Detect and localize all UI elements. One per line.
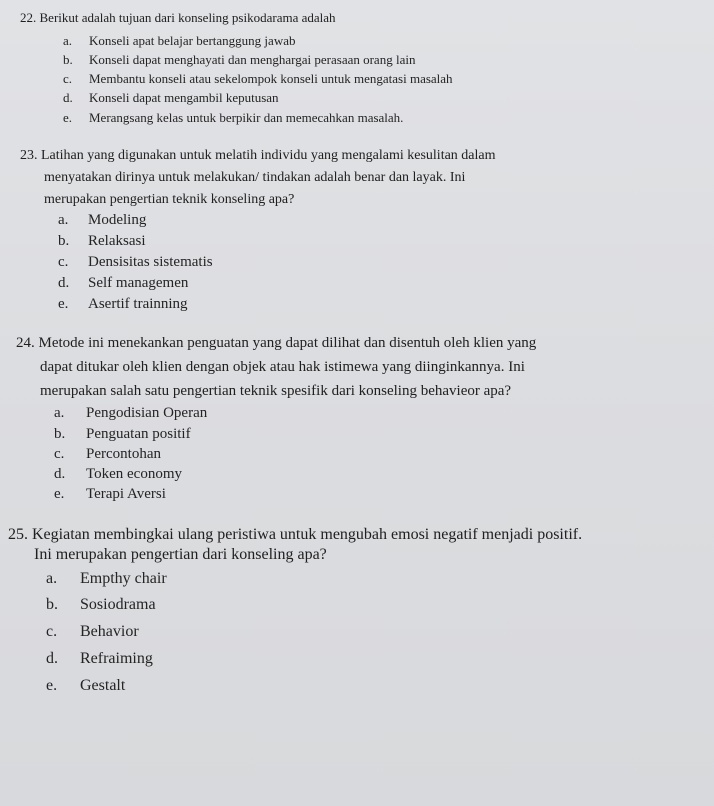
question-stem-line: merupakan salah satu pengertian teknik spesifik dari konseling behavieor apa? xyxy=(40,383,512,399)
question-stem xyxy=(20,10,336,26)
option-text: Relaksasi xyxy=(88,233,146,249)
option-letter: c. xyxy=(54,446,65,462)
option-text: Gestalt xyxy=(80,677,126,694)
option-letter: b. xyxy=(63,52,73,67)
option-d xyxy=(46,650,153,668)
option-text: Modeling xyxy=(88,212,147,228)
option-c xyxy=(54,446,161,463)
option-letter: a. xyxy=(63,33,73,48)
option-a xyxy=(46,570,167,588)
option-letter: a. xyxy=(46,570,58,587)
option-text: Konseli dapat mengambil keputusan xyxy=(89,90,279,105)
option-c xyxy=(58,254,213,271)
option-text: Konseli dapat menghayati dan menghargai perasaan orang lain xyxy=(89,52,416,67)
option-letter: d. xyxy=(54,466,66,482)
option-text: Self managemen xyxy=(88,275,189,291)
question-number: 24. xyxy=(16,335,35,351)
option-letter: e. xyxy=(58,296,69,312)
option-letter: d. xyxy=(58,275,70,291)
question-stem-line: Metode ini menekankan penguatan yang dapat dilihat dan disentuh oleh klien yang xyxy=(38,335,537,351)
question-number: 23. xyxy=(20,148,38,163)
option-c xyxy=(46,623,139,641)
option-letter: c. xyxy=(63,71,73,86)
question-stem-line: Berikut adalah tujuan dari konseling psikodarama adalah xyxy=(39,10,336,25)
option-b xyxy=(58,233,146,250)
option-text: Token economy xyxy=(86,466,183,482)
option-text: Merangsang kelas untuk berpikir dan memecahkan masalah. xyxy=(89,110,404,125)
question-stem xyxy=(16,335,536,352)
option-text: Densisitas sistematis xyxy=(88,254,213,270)
option-b xyxy=(46,596,156,614)
option-a xyxy=(54,405,207,422)
option-a xyxy=(63,33,295,49)
option-d xyxy=(58,275,188,292)
option-text: Empthy chair xyxy=(80,570,167,587)
option-d xyxy=(54,466,182,483)
option-text: Percontohan xyxy=(86,446,161,462)
option-text: Membantu konseli atau sekelompok konseli untuk mengatasi masalah xyxy=(89,71,453,86)
option-b xyxy=(54,426,191,443)
question-stem-line: Kegiatan membingkai ulang peristiwa untuk mengubah emosi negatif menjadi positif. xyxy=(32,526,583,543)
option-a xyxy=(58,212,146,229)
option-text: Penguatan positif xyxy=(86,426,191,442)
option-letter: a. xyxy=(54,405,65,421)
option-text: Refraiming xyxy=(80,650,153,667)
option-b xyxy=(63,52,415,68)
option-letter: b. xyxy=(58,233,70,249)
option-letter: c. xyxy=(46,623,58,640)
option-text: Asertif trainning xyxy=(88,296,188,312)
option-e xyxy=(58,296,188,313)
option-letter: c. xyxy=(58,254,69,270)
question-stem-line: menyatakan dirinya untuk melakukan/ tindakan adalah benar dan layak. Ini xyxy=(44,170,466,185)
question-stem xyxy=(8,526,582,544)
option-letter: d. xyxy=(46,650,58,667)
question-number: 25. xyxy=(8,526,28,543)
question-stem-line: dapat ditukar oleh klien dengan objek atau hak istimewa yang diinginkannya. Ini xyxy=(40,359,525,375)
question-number: 22. xyxy=(20,10,37,25)
option-d xyxy=(63,90,279,106)
option-e xyxy=(46,677,125,695)
option-letter: b. xyxy=(46,596,58,613)
option-letter: b. xyxy=(54,426,66,442)
question-stem-line: Ini merupakan pengertian dari konseling apa? xyxy=(34,546,327,563)
question-stem-line: merupakan pengertian teknik konseling apa? xyxy=(44,192,295,207)
option-text: Pengodisian Operan xyxy=(86,405,208,421)
question-stem xyxy=(20,148,496,164)
option-letter: a. xyxy=(58,212,69,228)
option-e xyxy=(54,486,166,503)
option-c xyxy=(63,71,453,87)
option-text: Konseli apat belajar bertanggung jawab xyxy=(89,33,296,48)
option-letter: e. xyxy=(63,110,73,125)
question-stem-line: Latihan yang digunakan untuk melatih individu yang mengalami kesulitan dalam xyxy=(41,148,496,163)
option-letter: d. xyxy=(63,90,73,105)
option-e xyxy=(63,110,403,126)
option-text: Terapi Aversi xyxy=(86,486,166,502)
option-letter: e. xyxy=(46,677,58,694)
option-text: Sosiodrama xyxy=(80,596,156,613)
option-letter: e. xyxy=(54,486,65,502)
option-text: Behavior xyxy=(80,623,139,640)
